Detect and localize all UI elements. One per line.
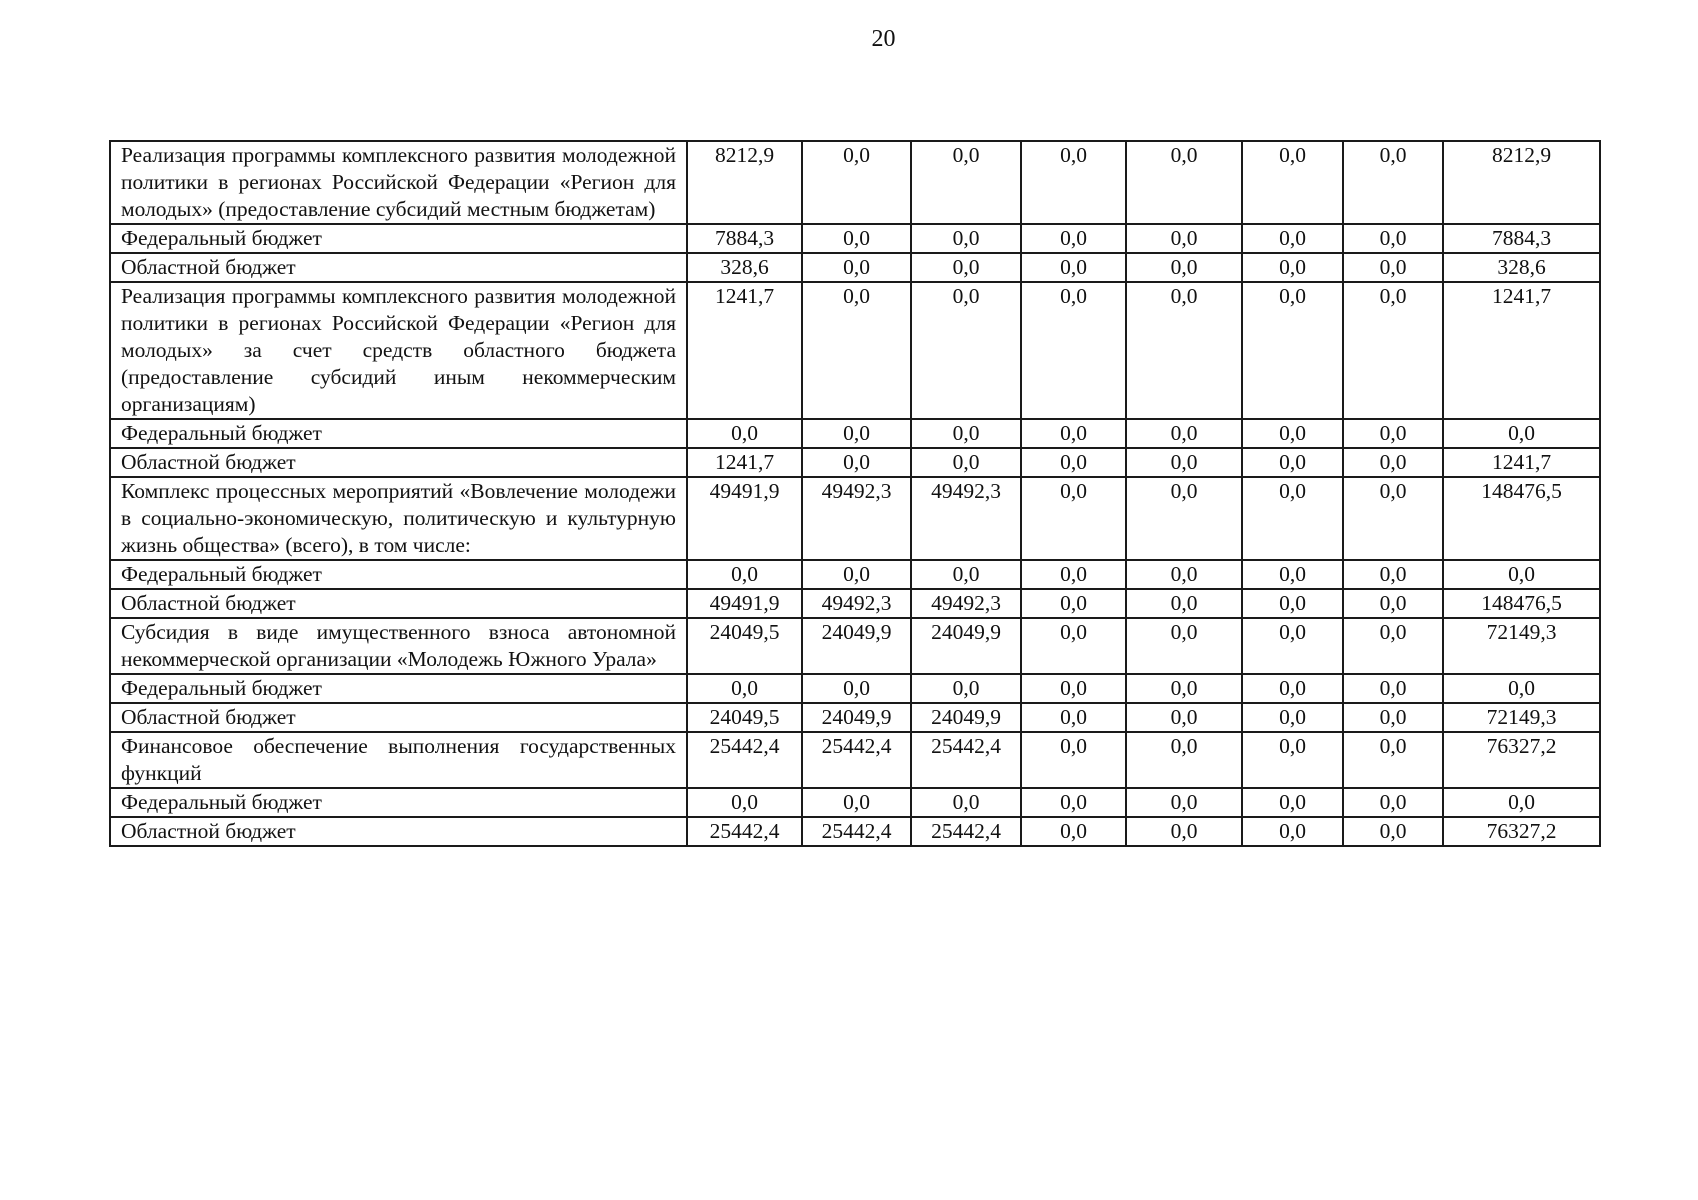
value-cell: 0,0 (1021, 788, 1126, 817)
row-label: Федеральный бюджет (110, 788, 687, 817)
table-row (110, 224, 1600, 253)
value-cell: 49492,3 (911, 589, 1021, 618)
value-cell: 24049,5 (687, 703, 802, 732)
value-cell: 0,0 (1242, 448, 1343, 477)
row-label: Реализация программы комплексного развития молодежной политики в регионах Российской Федерации «Регион для молодых» за счет средств областного бюджета (предоставление субсидий иным некоммерческим организациям) (110, 282, 687, 419)
value-cell: 0,0 (1021, 282, 1126, 419)
value-cell: 25442,4 (802, 732, 911, 788)
value-cell: 72149,3 (1443, 703, 1600, 732)
value-cell: 0,0 (1443, 788, 1600, 817)
value-cell: 0,0 (1126, 448, 1242, 477)
value-cell: 7884,3 (687, 224, 802, 253)
value-cell: 0,0 (1242, 224, 1343, 253)
table-row (110, 674, 1600, 703)
value-cell: 0,0 (1242, 618, 1343, 674)
value-cell: 25442,4 (687, 817, 802, 846)
value-cell: 8212,9 (1443, 141, 1600, 224)
value-cell: 0,0 (1126, 477, 1242, 560)
value-cell: 0,0 (1126, 817, 1242, 846)
value-cell: 0,0 (1126, 282, 1242, 419)
row-label: Финансовое обеспечение выполнения государственных функций (110, 732, 687, 788)
value-cell: 0,0 (911, 788, 1021, 817)
table-row (110, 732, 1600, 788)
value-cell: 25442,4 (911, 732, 1021, 788)
value-cell: 0,0 (1021, 618, 1126, 674)
value-cell: 0,0 (1343, 282, 1443, 419)
value-cell: 0,0 (1126, 224, 1242, 253)
value-cell: 0,0 (1126, 253, 1242, 282)
value-cell: 25442,4 (687, 732, 802, 788)
row-label: Субсидия в виде имущественного взноса автономной некоммерческой организации «Молодежь Южного Урала» (110, 618, 687, 674)
table-row (110, 282, 1600, 419)
row-label: Областной бюджет (110, 589, 687, 618)
value-cell: 24049,9 (802, 703, 911, 732)
value-cell: 0,0 (1126, 589, 1242, 618)
value-cell: 0,0 (1126, 703, 1242, 732)
value-cell: 49492,3 (802, 477, 911, 560)
value-cell: 148476,5 (1443, 589, 1600, 618)
value-cell: 0,0 (1242, 817, 1343, 846)
value-cell: 0,0 (1343, 703, 1443, 732)
value-cell: 0,0 (1021, 224, 1126, 253)
value-cell: 72149,3 (1443, 618, 1600, 674)
value-cell: 24049,9 (911, 703, 1021, 732)
value-cell: 1241,7 (1443, 448, 1600, 477)
value-cell: 0,0 (1126, 732, 1242, 788)
value-cell: 0,0 (1343, 674, 1443, 703)
value-cell: 24049,5 (687, 618, 802, 674)
row-label: Комплекс процессных мероприятий «Вовлечение молодежи в социально-экономическую, политическую и культурную жизнь общества» (всего), в том числе: (110, 477, 687, 560)
value-cell: 0,0 (911, 560, 1021, 589)
row-label: Федеральный бюджет (110, 674, 687, 703)
row-label: Федеральный бюджет (110, 560, 687, 589)
value-cell: 0,0 (1021, 448, 1126, 477)
value-cell: 0,0 (1343, 253, 1443, 282)
value-cell: 0,0 (911, 448, 1021, 477)
table-row (110, 589, 1600, 618)
value-cell: 0,0 (1126, 674, 1242, 703)
row-label: Реализация программы комплексного развития молодежной политики в регионах Российской Федерации «Регион для молодых» (предоставление субсидий местным бюджетам) (110, 141, 687, 224)
value-cell: 0,0 (1242, 477, 1343, 560)
row-label: Областной бюджет (110, 817, 687, 846)
value-cell: 0,0 (1021, 560, 1126, 589)
value-cell: 0,0 (1242, 419, 1343, 448)
value-cell: 0,0 (1021, 589, 1126, 618)
page-number: 20 (871, 26, 896, 52)
value-cell: 0,0 (1343, 618, 1443, 674)
value-cell: 0,0 (802, 560, 911, 589)
value-cell: 25442,4 (802, 817, 911, 846)
value-cell: 0,0 (1343, 448, 1443, 477)
value-cell: 0,0 (687, 560, 802, 589)
value-cell: 7884,3 (1443, 224, 1600, 253)
value-cell: 0,0 (1021, 674, 1126, 703)
value-cell: 0,0 (911, 253, 1021, 282)
value-cell: 328,6 (1443, 253, 1600, 282)
value-cell: 0,0 (1343, 141, 1443, 224)
value-cell: 0,0 (1242, 589, 1343, 618)
value-cell: 0,0 (802, 141, 911, 224)
value-cell: 0,0 (1021, 817, 1126, 846)
value-cell: 1241,7 (687, 282, 802, 419)
value-cell: 1241,7 (687, 448, 802, 477)
value-cell: 0,0 (1343, 732, 1443, 788)
value-cell: 0,0 (1021, 253, 1126, 282)
value-cell: 0,0 (802, 674, 911, 703)
value-cell: 0,0 (1343, 419, 1443, 448)
table-row (110, 253, 1600, 282)
value-cell: 49491,9 (687, 589, 802, 618)
value-cell: 0,0 (911, 419, 1021, 448)
table-body (110, 141, 1600, 846)
value-cell: 0,0 (1242, 282, 1343, 419)
row-label: Федеральный бюджет (110, 419, 687, 448)
value-cell: 8212,9 (687, 141, 802, 224)
value-cell: 0,0 (911, 282, 1021, 419)
table-row (110, 817, 1600, 846)
table-row (110, 560, 1600, 589)
table-row (110, 618, 1600, 674)
value-cell: 0,0 (1343, 788, 1443, 817)
row-label: Федеральный бюджет (110, 224, 687, 253)
value-cell: 49492,3 (802, 589, 911, 618)
value-cell: 0,0 (687, 788, 802, 817)
value-cell: 25442,4 (911, 817, 1021, 846)
value-cell: 0,0 (1126, 560, 1242, 589)
value-cell: 0,0 (1443, 674, 1600, 703)
value-cell: 0,0 (1242, 703, 1343, 732)
value-cell: 0,0 (911, 674, 1021, 703)
value-cell: 76327,2 (1443, 817, 1600, 846)
value-cell: 0,0 (1343, 589, 1443, 618)
table-row (110, 788, 1600, 817)
value-cell: 0,0 (1126, 419, 1242, 448)
row-label: Областной бюджет (110, 703, 687, 732)
value-cell: 1241,7 (1443, 282, 1600, 419)
value-cell: 0,0 (1126, 141, 1242, 224)
value-cell: 0,0 (1242, 141, 1343, 224)
value-cell: 0,0 (1343, 817, 1443, 846)
value-cell: 0,0 (1242, 788, 1343, 817)
value-cell: 0,0 (1021, 141, 1126, 224)
value-cell: 24049,9 (802, 618, 911, 674)
value-cell: 0,0 (687, 674, 802, 703)
table-row (110, 448, 1600, 477)
value-cell: 0,0 (802, 419, 911, 448)
value-cell: 0,0 (1343, 477, 1443, 560)
value-cell: 0,0 (1126, 788, 1242, 817)
value-cell: 0,0 (1242, 674, 1343, 703)
value-cell: 0,0 (911, 141, 1021, 224)
value-cell: 0,0 (802, 253, 911, 282)
value-cell: 328,6 (687, 253, 802, 282)
value-cell: 0,0 (1021, 703, 1126, 732)
value-cell: 0,0 (911, 224, 1021, 253)
value-cell: 0,0 (1443, 560, 1600, 589)
value-cell: 0,0 (1343, 224, 1443, 253)
table-row (110, 141, 1600, 224)
value-cell: 0,0 (1242, 560, 1343, 589)
value-cell: 0,0 (1242, 253, 1343, 282)
value-cell: 0,0 (1242, 732, 1343, 788)
value-cell: 76327,2 (1443, 732, 1600, 788)
value-cell: 0,0 (1021, 477, 1126, 560)
budget-table (109, 140, 1601, 847)
value-cell: 0,0 (1443, 419, 1600, 448)
value-cell: 0,0 (1126, 618, 1242, 674)
value-cell: 49491,9 (687, 477, 802, 560)
value-cell: 0,0 (1343, 560, 1443, 589)
value-cell: 0,0 (1021, 419, 1126, 448)
value-cell: 148476,5 (1443, 477, 1600, 560)
value-cell: 0,0 (802, 224, 911, 253)
row-label: Областной бюджет (110, 448, 687, 477)
table-row (110, 703, 1600, 732)
value-cell: 0,0 (802, 788, 911, 817)
table-row (110, 419, 1600, 448)
table-row (110, 477, 1600, 560)
value-cell: 0,0 (802, 448, 911, 477)
value-cell: 49492,3 (911, 477, 1021, 560)
row-label: Областной бюджет (110, 253, 687, 282)
value-cell: 0,0 (802, 282, 911, 419)
value-cell: 0,0 (1021, 732, 1126, 788)
value-cell: 0,0 (687, 419, 802, 448)
value-cell: 24049,9 (911, 618, 1021, 674)
